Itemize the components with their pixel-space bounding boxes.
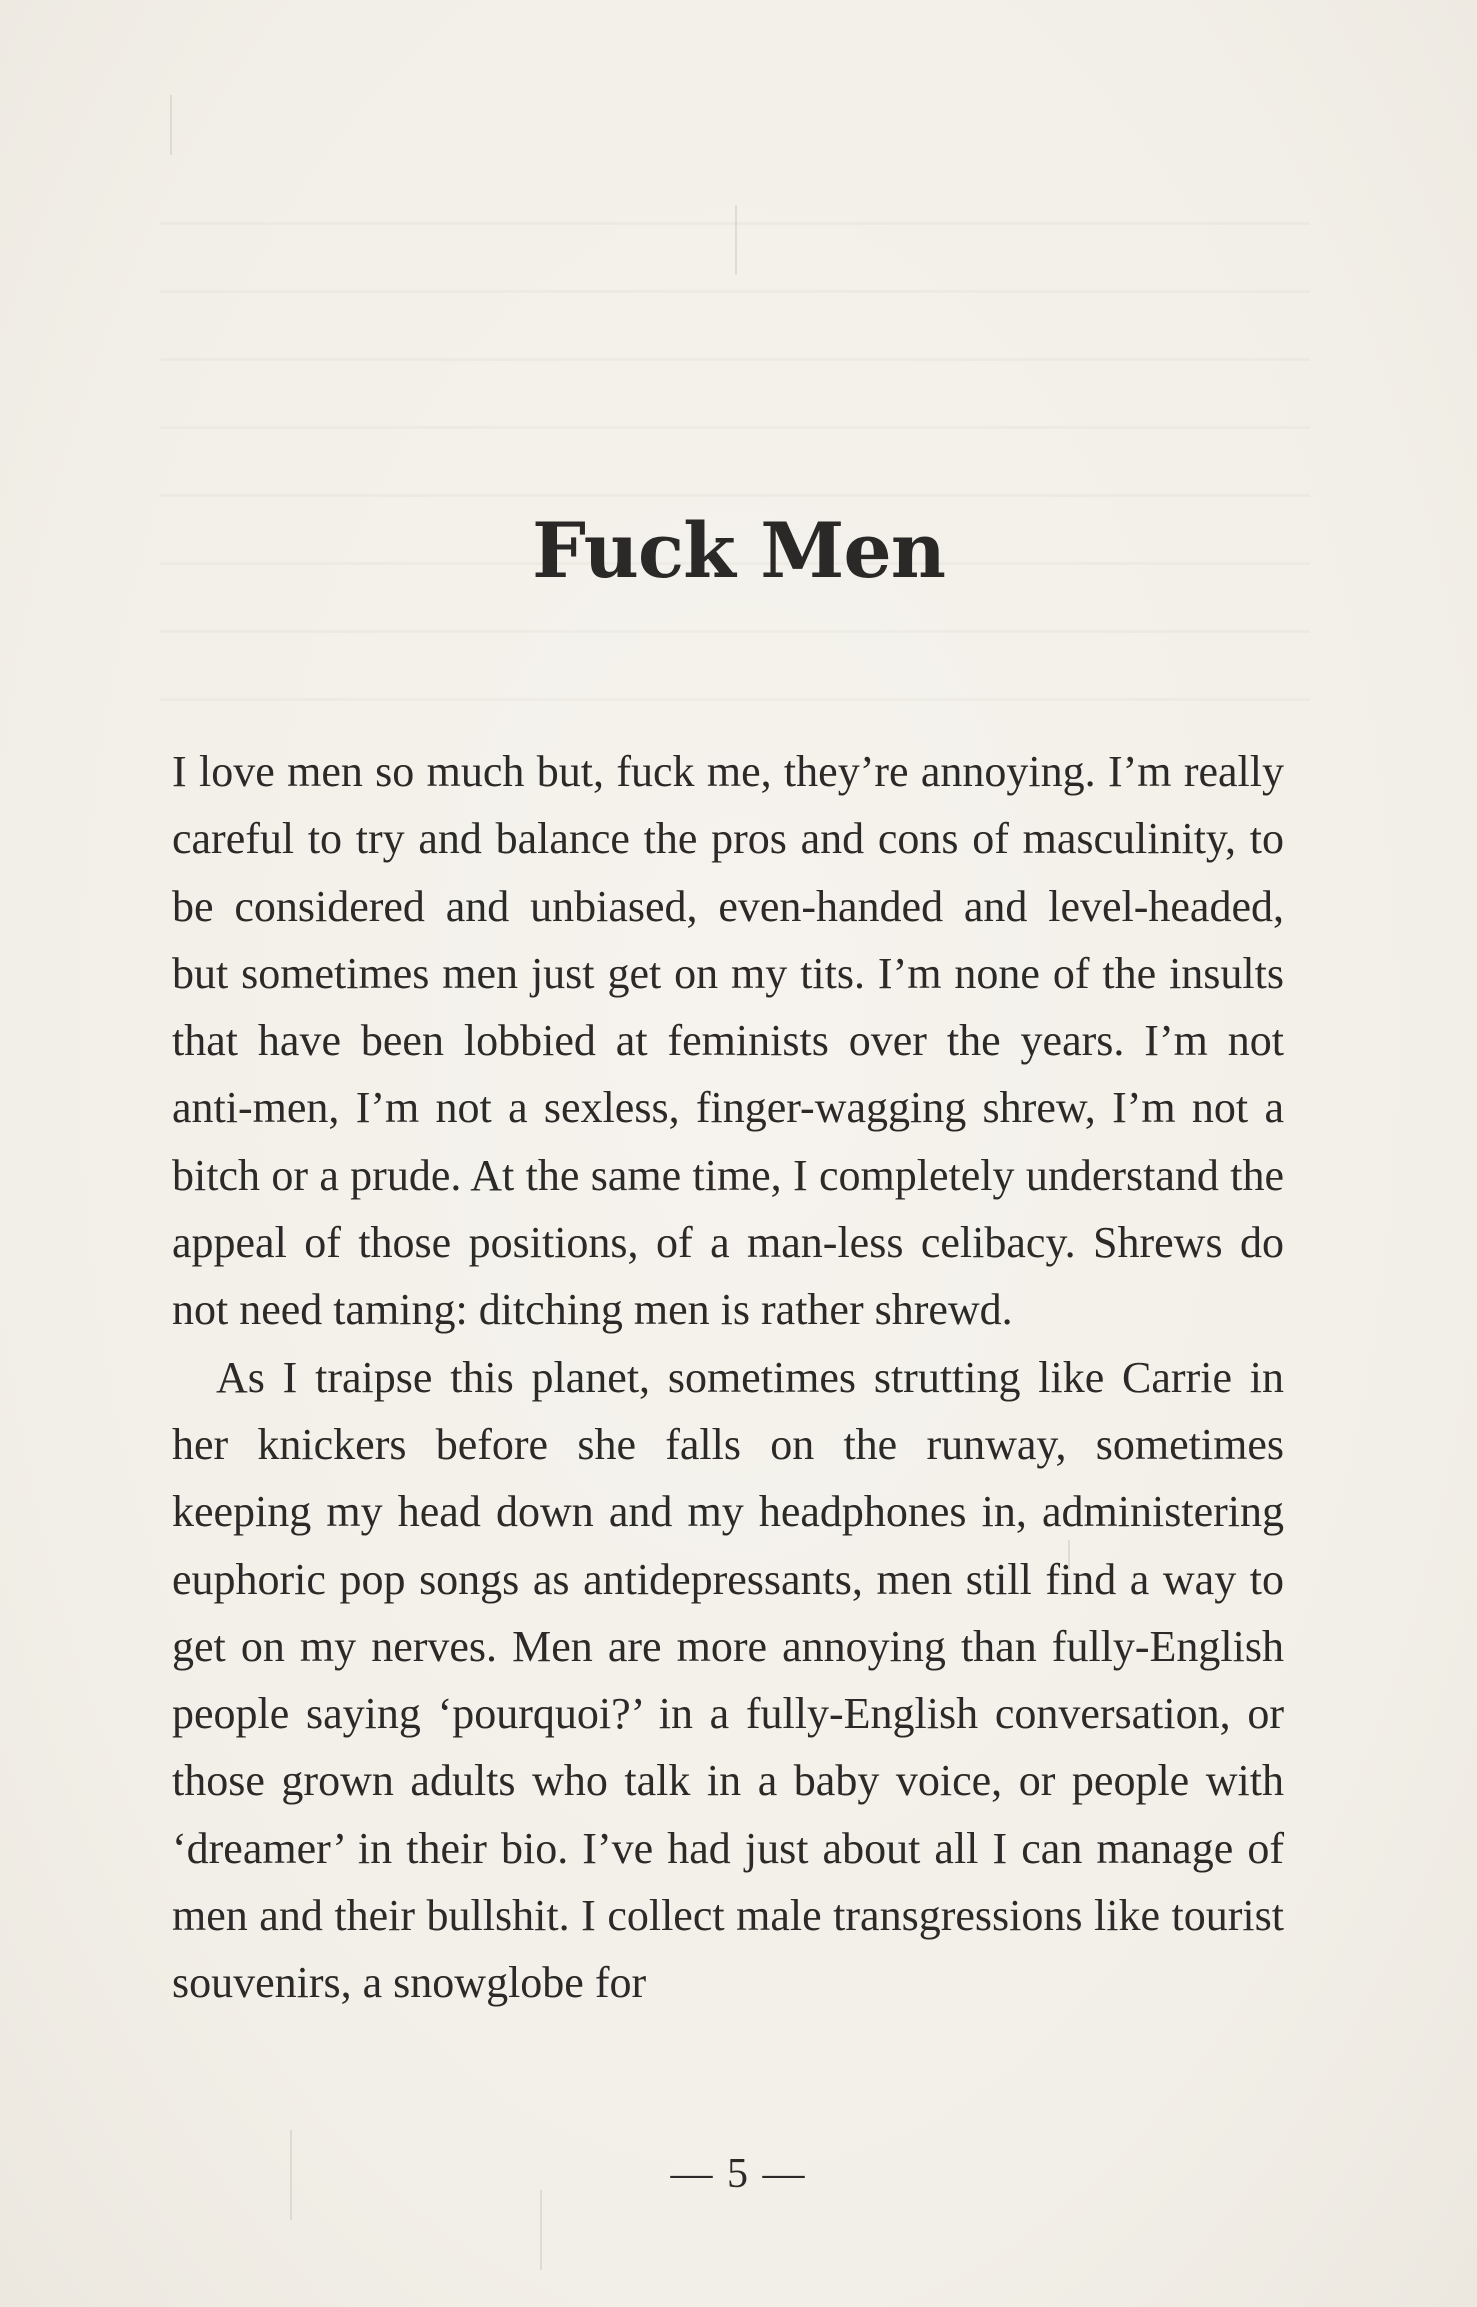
paragraph: As I traipse this planet, sometimes strutting like Carrie in her knickers before she falls on the runway, sometimes keeping my head down and my headphones in, administering euphoric pop songs as antidepressants, men still find a way to get on my nerves. Men are more annoying than fully-English people saying ‘pourquoi?’ in a fully-English conversation, or those grown adults who talk in a baby voice, or people with ‘dreamer’ in their bio. I’ve had just about all I can manage of men and their bullshit. I collect male transgressions like tourist souvenirs, a snowglobe for [172, 1352, 1284, 2008]
paper-speck [170, 95, 172, 155]
show-through-line [160, 426, 1310, 429]
paragraph: I love men so much but, fuck me, they’re annoying. I’m really careful to try and balance the pros and cons of masculinity, to be considered and unbiased, even-handed and level-headed, but sometimes men just get on my tits. I’m none of the insults that have been lobbied at feminists over the years. I’m not anti-men, I’m not a sexless, finger-wagging shrew, I’m not a bitch or a prude. At the same time, I completely understand the appeal of those positions, of a man-less celibacy. Shrews do not need taming: ditching men is rather shrewd. [172, 747, 1284, 1335]
show-through-line [160, 358, 1310, 361]
show-through-line [160, 290, 1310, 293]
body-text [172, 738, 1284, 2017]
show-through-line [160, 630, 1310, 633]
chapter-title: Fuck Men [531, 506, 945, 595]
paper-speck [735, 205, 737, 275]
page-number: — 5 — [670, 2151, 807, 2197]
paper-speck [540, 2190, 542, 2270]
show-through-line [160, 698, 1310, 701]
show-through-line [160, 494, 1310, 497]
